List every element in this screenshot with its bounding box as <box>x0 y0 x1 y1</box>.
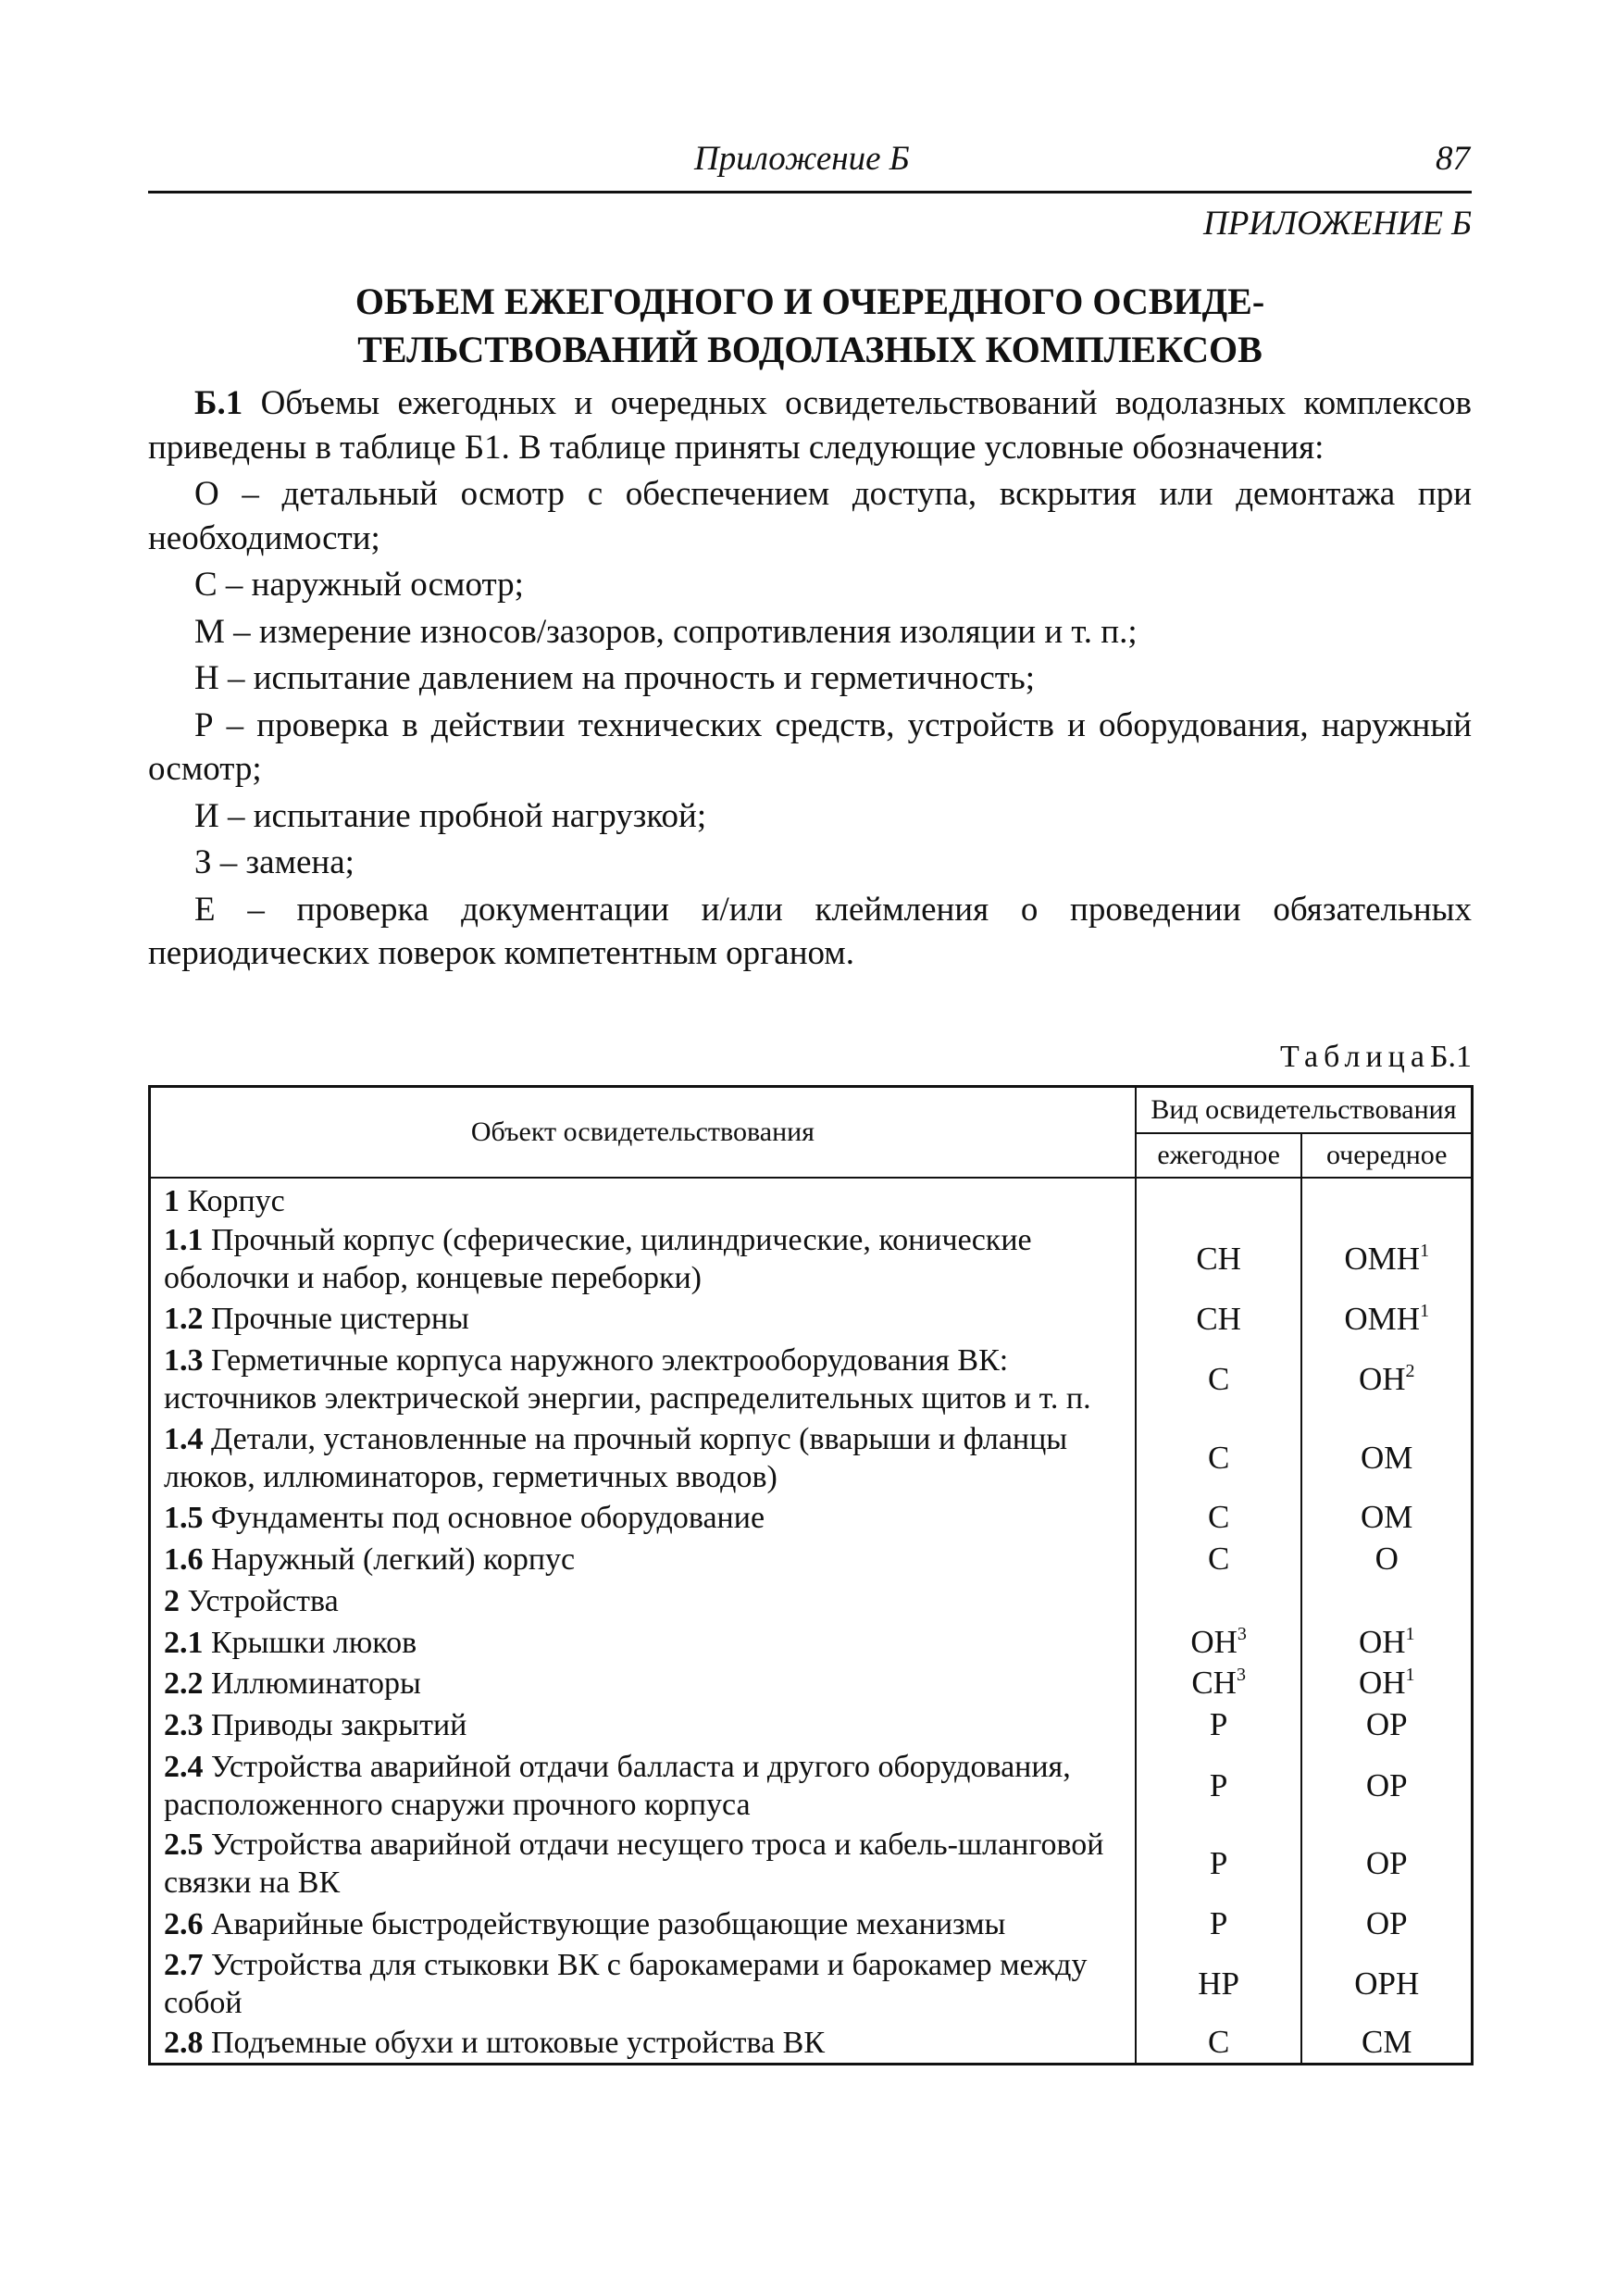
item-number: 2.7 <box>164 1948 204 1982</box>
cell-regular-value: ОМН <box>1344 1300 1421 1337</box>
table-row <box>150 1945 1473 2023</box>
running-head-title: Приложение Б <box>694 140 910 178</box>
item-number: 1.2 <box>164 1302 204 1336</box>
cell-annual-value: СН <box>1196 1300 1241 1337</box>
cell-object <box>150 2023 1136 2064</box>
cell-annual <box>1136 1419 1302 1497</box>
item-number: 1.3 <box>164 1343 204 1378</box>
cell-regular <box>1301 1945 1472 2023</box>
item-number: 2.8 <box>164 2025 204 2060</box>
cell-object <box>150 1538 1136 1580</box>
item-number: 1.6 <box>164 1541 204 1577</box>
cell-object <box>150 1825 1136 1903</box>
table-body <box>150 1178 1473 2064</box>
cell-regular-value: ОН <box>1358 1624 1406 1660</box>
item-number: 2.2 <box>164 1666 204 1701</box>
footnote-mark: 1 <box>1405 1665 1415 1685</box>
cell-object <box>150 1622 1136 1663</box>
cell-object <box>150 1298 1136 1340</box>
cell-annual <box>1136 1298 1302 1340</box>
table-row <box>150 1298 1473 1340</box>
cell-annual <box>1136 1178 1302 1220</box>
table-row <box>150 1746 1473 1825</box>
cell-object <box>150 1663 1136 1703</box>
cell-regular-value: СМ <box>1361 2024 1412 2061</box>
cell-regular <box>1301 1298 1472 1340</box>
cell-object <box>150 1703 1136 1746</box>
table-row <box>150 1340 1473 1419</box>
cell-annual-value: СН <box>1191 1665 1237 1701</box>
cell-object <box>150 1220 1136 1298</box>
cell-regular <box>1301 1340 1472 1419</box>
cell-regular <box>1301 1419 1472 1497</box>
legend-item: М – измерение износов/зазоров, сопротивления изоляции и т. п.; <box>194 612 1138 651</box>
item-text: Герметичные корпуса наружного электрооборудования ВК: источников электрической энергии, распределительных щитов и т. п. <box>164 1343 1091 1416</box>
cell-object <box>150 1746 1136 1825</box>
legend-item: Р – проверка в действии технических средств, устройств и оборудования, наружный осмотр; <box>148 705 1472 788</box>
item-text: Приводы закрытий <box>211 1707 467 1742</box>
footnote-mark: 2 <box>1405 1361 1415 1381</box>
cell-regular-value: ОН <box>1358 1361 1406 1397</box>
cell-regular <box>1301 1703 1472 1746</box>
cell-regular-value: ОМ <box>1361 1440 1413 1476</box>
item-text: Иллюминаторы <box>211 1666 421 1701</box>
footnote-mark: 1 <box>1405 1624 1415 1644</box>
page-number: 87 <box>1436 140 1470 178</box>
item-text: Фундаменты под основное оборудование <box>211 1500 765 1535</box>
item-number: 2.5 <box>164 1828 204 1862</box>
item-text: Прочные цистерны <box>211 1302 469 1336</box>
cell-annual <box>1136 1538 1302 1580</box>
cell-annual <box>1136 1580 1302 1622</box>
table-row <box>150 1703 1473 1746</box>
item-number: 1.1 <box>164 1223 204 1257</box>
cell-annual <box>1136 1220 1302 1298</box>
table-row <box>150 1538 1473 1580</box>
cell-regular-value: ОН <box>1358 1665 1406 1701</box>
cell-annual <box>1136 1622 1302 1663</box>
cell-annual <box>1136 1945 1302 2023</box>
cell-object <box>150 1178 1136 1220</box>
cell-regular <box>1301 1538 1472 1580</box>
item-number: 2.6 <box>164 1906 204 1941</box>
cell-regular <box>1301 1580 1472 1622</box>
cell-object <box>150 1497 1136 1538</box>
cell-annual <box>1136 1703 1302 1746</box>
intro-text: Объемы ежегодных и очередных освидетельствований водолазных комплексов приведены в таблице Б1. В таблице приняты следующие условные обозначения: <box>148 384 1472 467</box>
intro-paragraph <box>148 381 1472 469</box>
item-text: Подъемные обухи и штоковые устройства ВК <box>211 2025 826 2060</box>
item-number: 2.1 <box>164 1625 204 1660</box>
footnote-mark: 1 <box>1420 1300 1430 1321</box>
table-caption-number: Б.1 <box>1429 1040 1472 1074</box>
item-number: 2.3 <box>164 1707 204 1742</box>
cell-annual-value: С <box>1207 1541 1230 1577</box>
table-caption <box>1280 1040 1472 1075</box>
header-kind: Вид освидетельствования <box>1136 1087 1473 1133</box>
inspection-table <box>148 1085 1474 2065</box>
item-text: Устройства аварийной отдачи балласта и другого оборудования, расположенного снаружи прочного корпуса <box>164 1749 1071 1822</box>
legend-item: Е – проверка документации и/или клеймления о проведении обязательных периодических поверок компетентным органом. <box>148 890 1472 972</box>
cell-regular-value: ОР <box>1365 1706 1408 1742</box>
cell-object <box>150 1419 1136 1497</box>
table-row <box>150 1419 1473 1497</box>
cell-object <box>150 1340 1136 1419</box>
cell-annual-value: Р <box>1209 1706 1228 1742</box>
footnote-mark: 3 <box>1237 1624 1247 1644</box>
table-row <box>150 1622 1473 1663</box>
cell-object <box>150 1945 1136 2023</box>
cell-regular-value: О <box>1374 1541 1399 1577</box>
running-head <box>148 139 1472 193</box>
table-caption-word: Таблица <box>1280 1040 1430 1074</box>
cell-annual <box>1136 1340 1302 1419</box>
cell-object <box>150 1903 1136 1945</box>
item-number: 1.5 <box>164 1500 204 1535</box>
cell-annual-value: С <box>1207 1440 1230 1476</box>
cell-annual <box>1136 1746 1302 1825</box>
footnote-mark: 3 <box>1236 1665 1246 1685</box>
cell-regular-value: ОМН <box>1344 1241 1421 1277</box>
cell-regular-value: ОР <box>1365 1905 1408 1941</box>
item-number: 2 <box>164 1584 180 1618</box>
table-row <box>150 1825 1473 1903</box>
header-annual: ежегодное <box>1136 1133 1302 1178</box>
cell-regular-value: ОР <box>1365 1766 1408 1803</box>
cell-object <box>150 1580 1136 1622</box>
item-number: 1.4 <box>164 1422 204 1456</box>
table-row <box>150 1663 1473 1703</box>
header-regular: очередное <box>1301 1133 1472 1178</box>
title-line: ТЕЛЬСТВОВАНИЙ ВОДОЛАЗНЫХ КОМПЛЕКСОВ <box>357 329 1263 370</box>
cell-annual-value: С <box>1207 1499 1230 1535</box>
cell-regular <box>1301 1178 1472 1220</box>
item-text: Устройства для стыковки ВК с барокамерами и барокамер между собой <box>164 1948 1088 2020</box>
cell-regular-value: ОРН <box>1354 1965 1420 2002</box>
item-text: Детали, установленные на прочный корпус (вварыши и фланцы люков, иллюминаторов, герметичных вводов) <box>164 1422 1068 1494</box>
table-row <box>150 1497 1473 1538</box>
cell-annual-value: С <box>1207 1361 1230 1397</box>
item-number: 1 <box>164 1184 180 1218</box>
cell-regular <box>1301 1497 1472 1538</box>
cell-regular <box>1301 1746 1472 1825</box>
cell-annual-value: ОН <box>1190 1624 1238 1660</box>
title-line: ОБЪЕМ ЕЖЕГОДНОГО И ОЧЕРЕДНОГО ОСВИДЕ- <box>354 281 1265 322</box>
cell-regular-value: ОР <box>1365 1845 1408 1881</box>
cell-regular <box>1301 1663 1472 1703</box>
table-row <box>150 1220 1473 1298</box>
cell-annual <box>1136 1663 1302 1703</box>
legend-item: Н – испытание давлением на прочность и герметичность; <box>194 659 1036 697</box>
cell-regular <box>1301 2023 1472 2064</box>
legend-item: И – испытание пробной нагрузкой; <box>194 796 707 835</box>
table-row <box>150 1580 1473 1622</box>
body-text <box>148 381 1472 979</box>
cell-annual-value: СН <box>1196 1241 1241 1277</box>
appendix-label: ПРИЛОЖЕНИЕ Б <box>1202 205 1472 243</box>
footnote-mark: 1 <box>1420 1241 1430 1261</box>
table-row <box>150 1903 1473 1945</box>
cell-regular <box>1301 1622 1472 1663</box>
legend-item: О – детальный осмотр с обеспечением доступа, вскрытия или демонтажа при необходимости; <box>148 475 1472 557</box>
header-object: Объект освидетельствования <box>150 1087 1136 1179</box>
cell-annual-value: Р <box>1209 1905 1228 1941</box>
cell-annual-value: С <box>1207 2024 1230 2061</box>
item-text: Устройства <box>187 1584 339 1618</box>
document-title <box>148 278 1472 374</box>
legend-item: С – наружный осмотр; <box>194 566 524 604</box>
item-text: Устройства аварийной отдачи несущего троса и кабель-шланговой связки на ВК <box>164 1828 1104 1900</box>
cell-annual-value: НР <box>1198 1965 1240 2002</box>
item-number: 2.4 <box>164 1749 204 1784</box>
item-text: Наружный (легкий) корпус <box>211 1541 576 1577</box>
cell-regular-value: ОМ <box>1361 1499 1413 1535</box>
table-row <box>150 2023 1473 2064</box>
table-row <box>150 1178 1473 1220</box>
cell-annual <box>1136 1497 1302 1538</box>
cell-annual-value: Р <box>1209 1845 1228 1881</box>
section-number: Б.1 <box>194 384 243 422</box>
item-text: Прочный корпус (сферические, цилиндрические, коничеcкие оболочки и набор, концевые переборки) <box>164 1223 1032 1295</box>
item-text: Корпус <box>187 1184 285 1218</box>
item-text: Крышки люков <box>211 1625 417 1660</box>
cell-annual <box>1136 1903 1302 1945</box>
legend-item: З – замена; <box>194 843 354 881</box>
cell-regular <box>1301 1903 1472 1945</box>
item-text: Аварийные быстродействующие разобщающие механизмы <box>211 1906 1006 1941</box>
cell-annual <box>1136 2023 1302 2064</box>
cell-annual-value: Р <box>1209 1766 1228 1803</box>
cell-regular <box>1301 1825 1472 1903</box>
cell-regular <box>1301 1220 1472 1298</box>
cell-annual <box>1136 1825 1302 1903</box>
